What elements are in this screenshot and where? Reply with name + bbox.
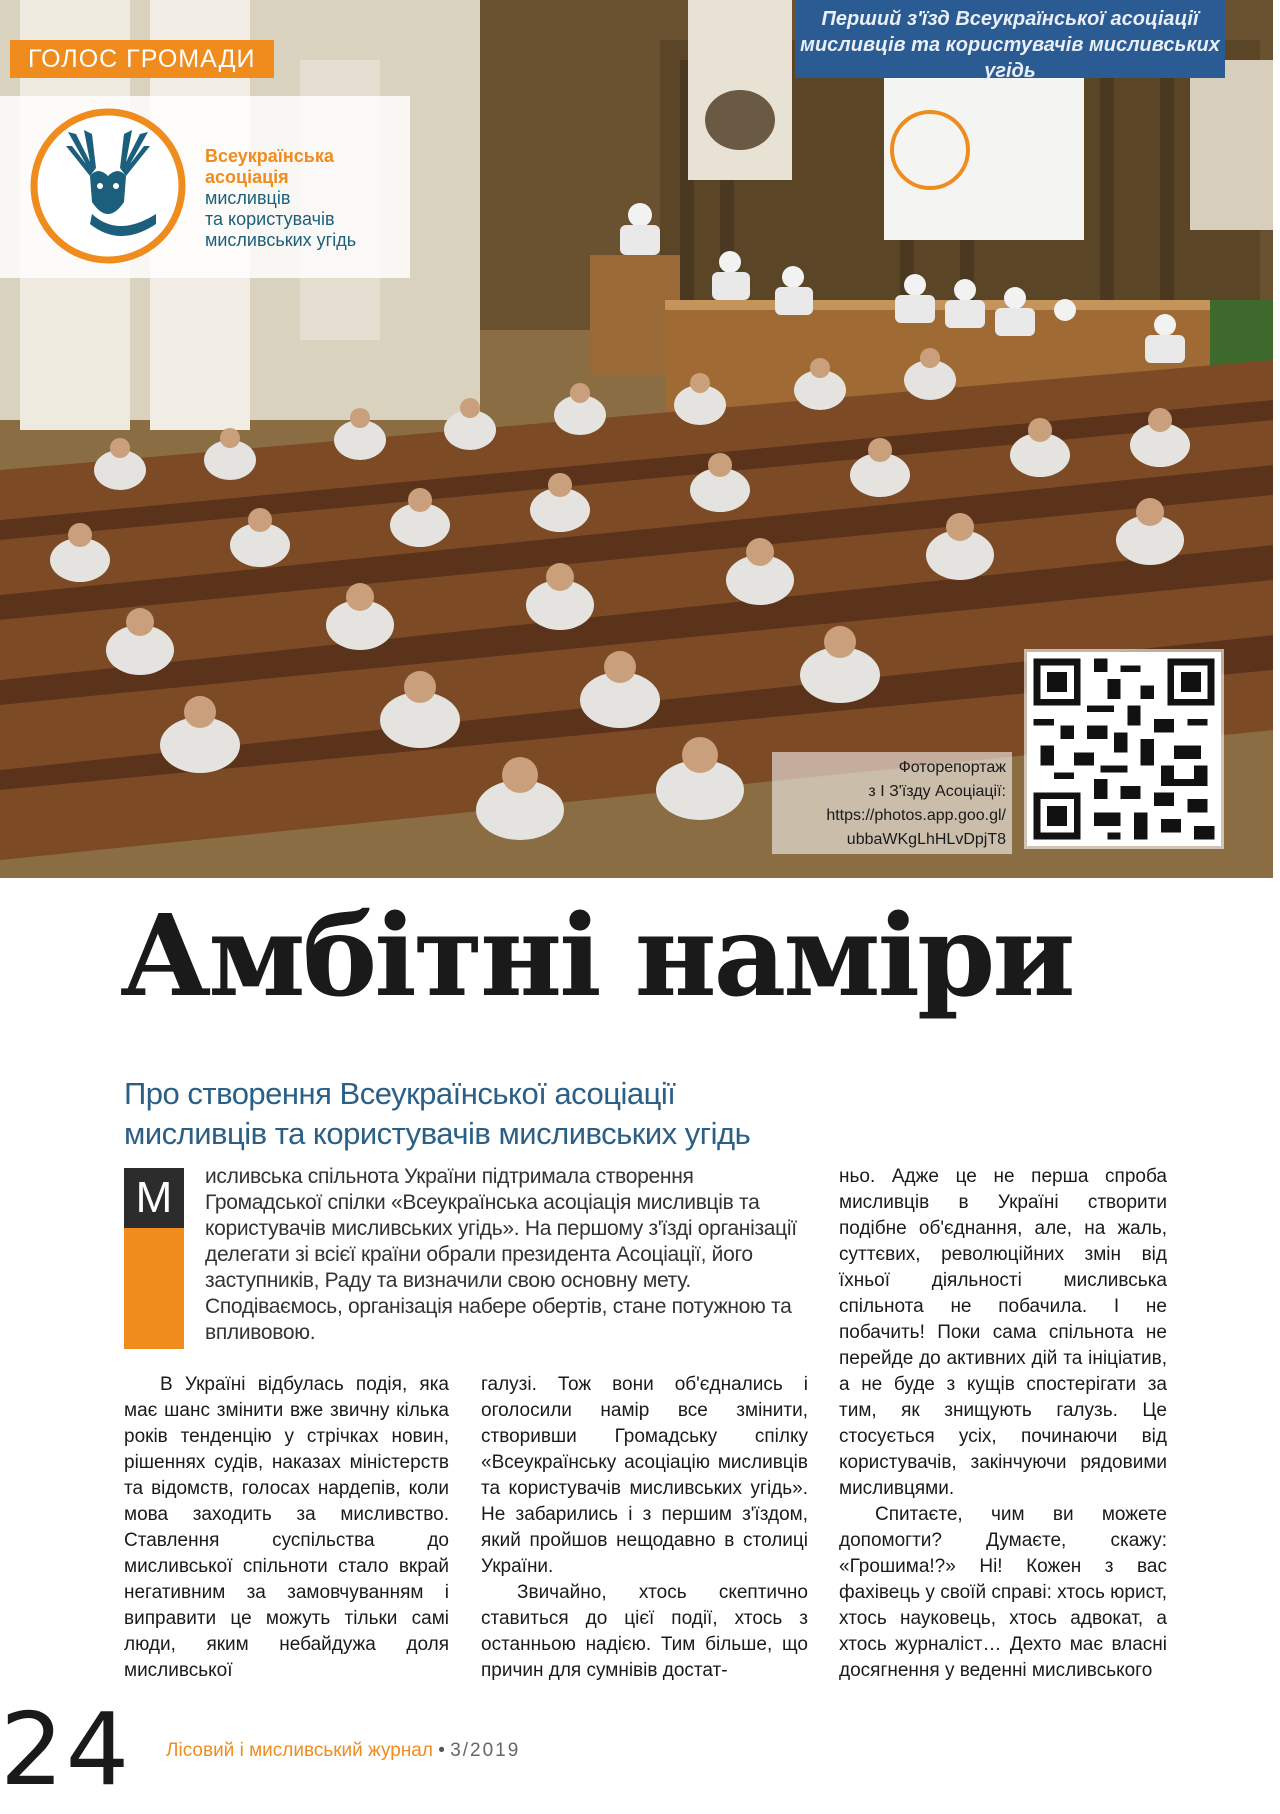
photo-caption — [826, 752, 1012, 852]
subtitle-line-1: Про створення Всеукраїнської асоціації — [124, 1076, 676, 1111]
body-paragraph: ньо. Адже це не перша спроба мисливців в Україні створити подібне об'єднання, але, на жаль, суттєвих, революційних змін від їхньої діяльності мисливська спільнота не побачила. І не побачить! Поки сама спільнота не перейде до активних дій та ініціатив, а не буде з кущів спостерігати за тим, як знищують галузь. Це стосується усіх, починаючи від користувачів, закінчуючи рядовими мисливцями. — [839, 1166, 1167, 1499]
footer-separator: • — [438, 1740, 451, 1761]
association-name — [205, 146, 356, 251]
deer-logo-icon — [28, 106, 188, 266]
qr-code-icon[interactable] — [1027, 652, 1221, 846]
association-name-line5: мисливських угідь — [205, 230, 357, 250]
journal-issue: 3/2019 — [450, 1740, 521, 1761]
photo-caption-box — [772, 752, 1012, 854]
dropcap-letter: М — [124, 1168, 184, 1228]
dropcap-block — [124, 1168, 184, 1349]
body-paragraph: Спитаєте, чим ви можете допомогти? Думаєте, скажу: «Грошима!?» Ні! Кожен з вас фахівець у своїй справі: хтось юрист, хтось науковець, хтось адвокат, а хтось журналіст… Дехто має власні досягнення у веденні мисливського — [839, 1504, 1167, 1681]
association-name-line3: мисливців — [205, 188, 291, 208]
body-column-1 — [124, 1372, 449, 1684]
journal-footer — [166, 1740, 520, 1762]
article-subtitle — [124, 1074, 750, 1154]
lead-paragraph: исливська спільнота України підтримала створення Громадської спілки «Всеукраїнська асоціація мисливців та користувачів мисливських угідь». На першому з'їзді організації делегати зі всієї країни обрали президента Асоціації, його заступників, Раду та визначили свою основну мету. Сподіваємось, організація набере обертів, стане потужною та впливовою. — [205, 1165, 797, 1344]
body-column-2 — [481, 1372, 808, 1684]
caption-line-1: Фоторепортаж — [898, 759, 1006, 776]
banner-line-2: мисливців та користувачів мисливських угідь — [800, 34, 1220, 82]
association-name-line4: та користувачів — [205, 209, 335, 229]
association-name-line2: асоціація — [205, 167, 289, 187]
body-paragraph: галузі. Тож вони об'єднались і оголосили намір все змінити, створивши Громадську спілку «Всеукраїнську асоціацію мисливців та користувачів мисливських угідь». Не забарились і з першим з'їздом, який пройшов нещодавно в столиці України. — [481, 1374, 808, 1577]
body-column-3 — [839, 1164, 1167, 1684]
caption-link-code[interactable]: ubbaWKgLhHLvDpjT8 — [846, 831, 1006, 848]
caption-line-2: з I З'їзду Асоціації: — [868, 783, 1006, 800]
page-number: 24 — [0, 1691, 132, 1808]
banner-line-1: Перший з'їзд Всеукраїнської асоціації — [821, 8, 1199, 30]
body-paragraph: Звичайно, хтось скептично ставиться до цієї події, хтось з останньою надією. Тим більше, що причин для сумнівів достат- — [481, 1582, 808, 1681]
caption-link[interactable]: https://photos.app.goo.gl/ — [826, 807, 1006, 824]
hero-photo — [0, 0, 1273, 878]
association-block — [0, 96, 410, 278]
body-paragraph: В Україні відбулась подія, яка має шанс змінити вже звичну кілька років тенденцію у стрічках новин, рішеннях судів, наказах міністерств та відомств, голосах нардепів, коли мова заходить за мисливство. Ставлення суспільства до мисливської спільноти стало вкрай негативним за замовчуванням і виправити це можуть тільки самі люди, яким небайдужа доля мисливської — [124, 1374, 449, 1681]
congress-banner — [795, 0, 1225, 82]
journal-name: Лісовий і мисливський журнал — [166, 1740, 433, 1761]
section-tag: ГОЛОС ГРОМАДИ — [10, 40, 274, 78]
subtitle-line-2: мисливців та користувачів мисливських угідь — [124, 1116, 751, 1151]
association-name-line1: Всеукраїнська — [205, 146, 334, 166]
article-title: Амбітні наміри — [120, 891, 1073, 1022]
